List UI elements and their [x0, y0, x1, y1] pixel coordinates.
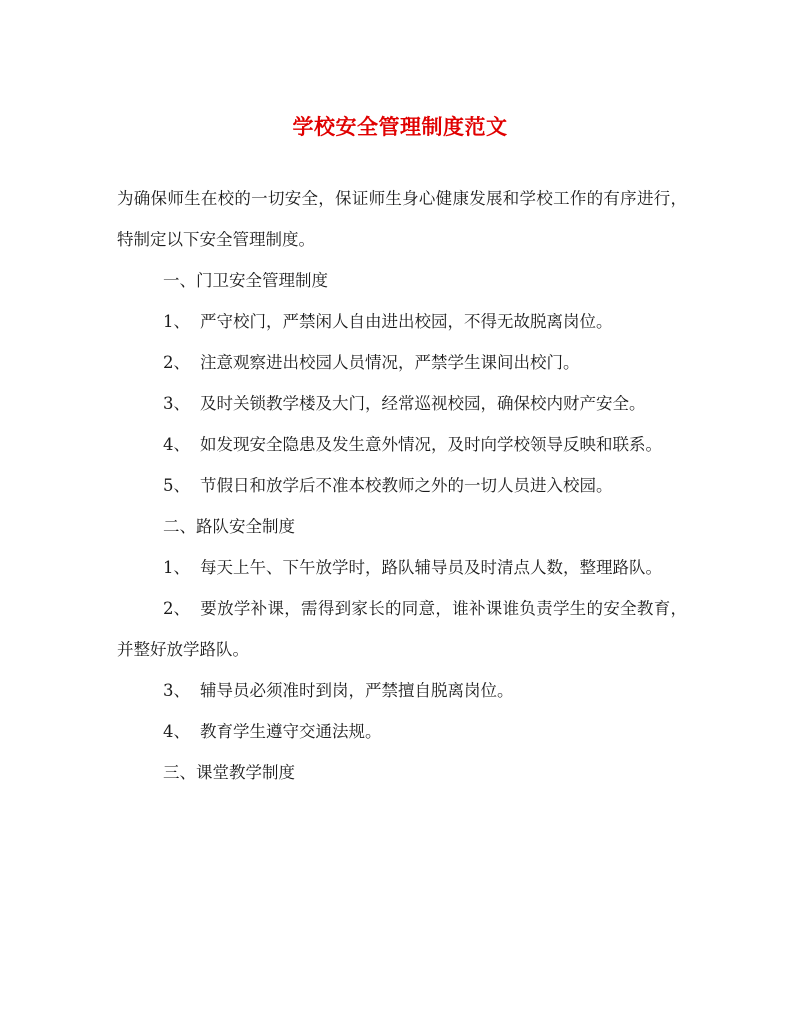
section-heading: 一、门卫安全管理制度 [163, 271, 328, 290]
item-number: 1、 [163, 558, 190, 577]
section-heading: 二、路队安全制度 [163, 517, 295, 536]
item-number: 1、 [163, 312, 190, 331]
item-number: 2、 [163, 599, 190, 618]
item-text: 严守校门，严禁闲人自由进出校园，不得无故脱离岗位。 [200, 312, 613, 331]
item-number: 2、 [163, 353, 190, 372]
document-title: 学校安全管理制度范文 [292, 114, 508, 139]
list-item [117, 424, 687, 465]
list-item [117, 342, 687, 383]
document-body [117, 178, 687, 793]
item-number: 3、 [163, 681, 190, 700]
intro-paragraph: 为确保师生在校的一切安全，保证师生身心健康发展和学校工作的有序进行，特制定以下安全管理制度。 [117, 189, 687, 249]
list-item [117, 301, 687, 342]
item-text: 教育学生遵守交通法规。 [200, 722, 382, 741]
section-heading: 三、课堂教学制度 [163, 763, 295, 782]
item-text: 注意观察进出校园人员情况，严禁学生课间出校门。 [200, 353, 580, 372]
list-item [117, 670, 687, 711]
item-text: 辅导员必须准时到岗，严禁擅自脱离岗位。 [200, 681, 514, 700]
item-text: 要放学补课，需得到家长的同意，谁补课谁负责学生的安全教育，并整好放学路队。 [117, 599, 687, 659]
item-text: 如发现安全隐患及发生意外情况，及时向学校领导反映和联系。 [200, 435, 662, 454]
item-text: 节假日和放学后不准本校教师之外的一切人员进入校园。 [200, 476, 613, 495]
item-number: 4、 [163, 435, 190, 454]
item-text: 每天上午、下午放学时，路队辅导员及时清点人数，整理路队。 [200, 558, 662, 577]
list-item [117, 711, 687, 752]
list-item [117, 547, 687, 588]
item-number: 5、 [163, 476, 190, 495]
item-number: 3、 [163, 394, 190, 413]
item-number: 4、 [163, 722, 190, 741]
item-text: 及时关锁教学楼及大门，经常巡视校园，确保校内财产安全。 [200, 394, 646, 413]
list-item [117, 465, 687, 506]
list-item [117, 383, 687, 424]
list-item [117, 588, 687, 670]
